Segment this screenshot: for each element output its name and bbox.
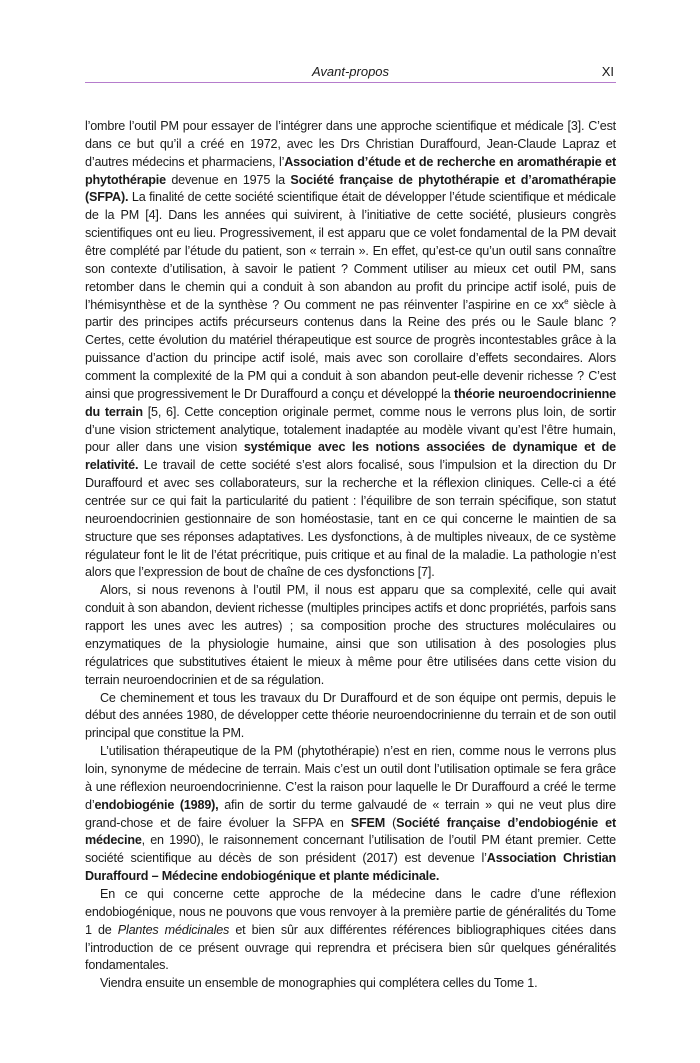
text-run: Alors, si nous revenons à l’outil PM, il nous est apparu que sa complexité, celle qui avait conduit à son abandon, devient richesse (multiples principes actifs et donc propriétés, parfois sans rapport les unes avec les autres) ; sa composition proche des structures moléculaires ou enzymatiques de la physiologie humaine, ainsi que son utilisation à des posologies plus régulatrices que substitutives étaient le mieux à même pour être utilisées dans cette vision du terrain neuroendocrinien et de sa régulation. [85, 583, 616, 687]
bold-text: Société française de phytothérapie et d’aromathérapie (SFPA). [85, 172, 616, 205]
paragraph [85, 690, 616, 744]
bold-text: systémique avec les notions associées de dynamique et de relativité. [85, 440, 616, 473]
text-run: Le travail de cette société s’est alors focalisé, sous l’impulsion et la direction du Dr Duraffourd et avec ses collaborateurs, sur la recherche et la réflexion cliniques. Celle-ci a été centrée sur ce qui fait la particularité du patient : l’équilibre de son terrain spécifique, son statut neuroendocrinien gestionnaire de son homéostasie, tant en ce qui concerne le maintien de sa structure que ses réponses adaptatives. Les dysfonctions, à de multiples niveaux, de ce système régulateur font le lit de l’état précritique, puis critique et au final de la maladie. La pathologie n’est alors que l’expression de bout de chaîne de ces dysfonctions [7]. [85, 458, 616, 580]
text-run: , en 1990), le raisonnement concernant l’utilisation de l’outil PM étant premier. Cette société scientifique au décès de son président (2017) est devenue l’ [85, 833, 616, 866]
text-run: l’ombre l’outil PM pour essayer de l’intégrer dans une approche scientifique et médicale [3]. C’est dans ce but qu’il a créé en 1972, avec les Drs Christian Duraffourd, Jean-Claude Lapraz et d’autres médecins et pharmaciens, l’ [85, 119, 616, 169]
paragraph [85, 886, 616, 975]
text-run: Viendra ensuite un ensemble de monographies qui complétera celles du Tome 1. [100, 976, 538, 991]
paragraph [85, 582, 616, 689]
text-run: [5, 6]. Cette conception originale permet, comme nous le verrons plus loin, de sortir d’une vision strictement analytique, totalement inadaptée au modèle vivant qu’est l’être humain, pour aller dans une vision [85, 404, 617, 455]
text-run: et bien sûr aux différentes références bibliographiques citées dans l’introduction de ce présent ouvrage qui reprendra et précisera bien sûr quelques généralités fondamentales. [85, 922, 616, 973]
bold-text: Association d’étude et de recherche en aromathérapie et phytothérapie [85, 154, 616, 187]
running-title: Avant-propos [311, 64, 390, 79]
bold-text: endobiogénie (1989), [94, 797, 219, 812]
superscript: e [564, 296, 569, 306]
bold-text: SFEM [350, 815, 386, 830]
bold-text: théorie neuroendocrinienne du terrain [85, 386, 616, 419]
text-run: L’utilisation thérapeutique de la PM (phytothérapie) n’est en rien, comme nous le verrons plus loin, synonyme de médecine de terrain. Mais c’est un outil dont l’utilisation optimale se fera grâce à une réflexion neuroendocrinienne. C’est la raison pour laquelle le Dr Duraffourd a créé le terme d’ [85, 744, 616, 812]
paragraph [85, 118, 616, 582]
text-run: En ce qui concerne cette approche de la médecine dans le cadre d’une réflexion endobiogénique, nous ne pouvons que vous renvoyer à la première partie de généralités du Tome 1 de [85, 886, 616, 937]
text-run: Ce cheminement et tous les travaux du Dr Duraffourd et de son équipe ont permis, depuis le début des années 1980, de développer cette théorie neuroendocrinienne du terrain et de son outil principal que constitue la PM. [85, 690, 616, 741]
body-text [85, 118, 616, 993]
text-run: La finalité de cette société scientifique était de développer l’étude scientifique et médicale de la PM [4]. Dans les années qui suivirent, à l’initiative de cette société, plusieurs congrès scientifiques ont eu lieu. Progressivement, il est apparu que ce volet fondamental de la PM devait être complété par l’étude du patient, son « terrain ». En effet, qu’est-ce qu’un outil sans connaître son contexte d’utilisation, à savoir le patient ? Comment utiliser au mieux cet outil PM, sans retomber dans le chemin qui a conduit à son abandon au profit du principe actif isolé, puis de l’hémisynthèse et de la synthèse ? Ou comment ne pas réinventer l’aspirine en ce xx [85, 190, 616, 312]
italic-text: Plantes médicinales [117, 922, 230, 937]
paragraph [85, 743, 616, 886]
text-run: afin de sortir du terme galvaudé de « terrain » qui ne veut plus dire grand-chose et de faire évoluer la SFPA en [85, 797, 617, 830]
page-number: XI [601, 64, 614, 79]
running-header [85, 62, 616, 83]
text-run: devenue en 1975 la [165, 172, 291, 187]
text-run: ( [385, 815, 397, 830]
bold-text: Association Christian Duraffourd – Médecine endobiogénique et plante médicinale. [85, 851, 617, 884]
paragraph [85, 975, 616, 993]
text-run: siècle à partir des principes actifs précurseurs contenus dans la Reine des prés ou le Saule blanc ? Certes, cette évolution du matériel thérapeutique est source de progrès incontestables grâce à la puissance d’action du principe actif isolé, mais avec son corollaire d’effets secondaires. Alors comment la complexité de la PM qui a conduit à son abandon peut-elle devenir richesse ? C’est ainsi que progressivement le Dr Duraffourd a conçu et développé la [85, 297, 616, 401]
bold-text: Société française d’endobiogénie et médecine [85, 815, 616, 848]
